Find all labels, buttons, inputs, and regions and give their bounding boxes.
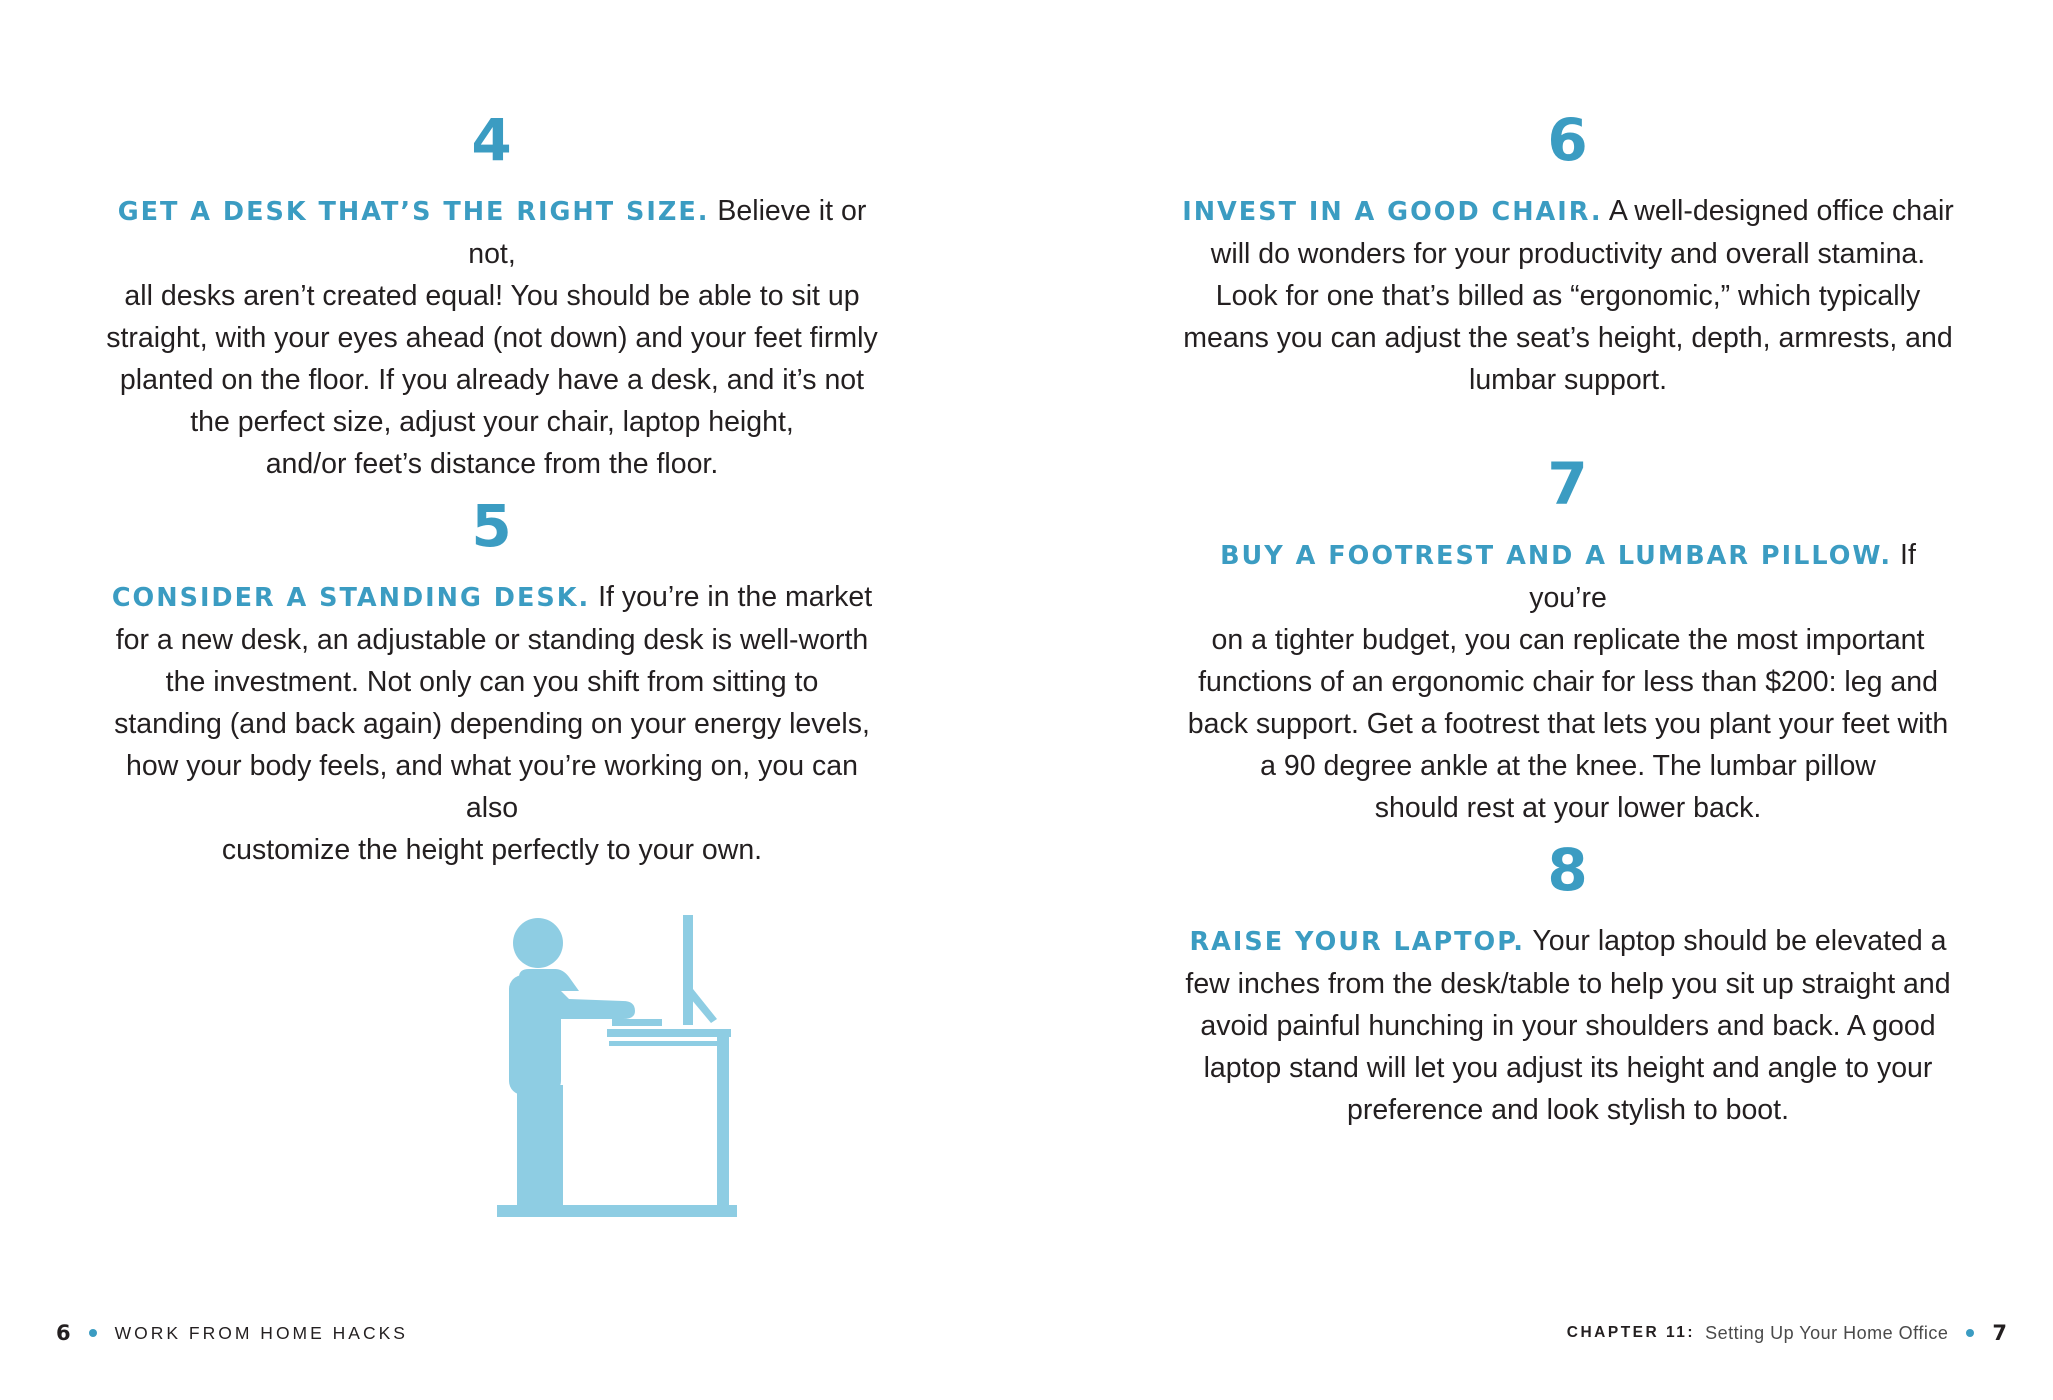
chapter-label: CHAPTER 11:	[1566, 1324, 1696, 1341]
tip-heading: GET A DESK THAT’S THE RIGHT SIZE.	[117, 197, 710, 227]
tip-8	[1178, 838, 1958, 1131]
standing-desk-person-icon	[497, 915, 747, 1225]
tip-text-line: will do wonders for your productivity and overall stamina.	[1210, 238, 1926, 270]
tip-text-line: on a tighter budget, you can replicate the most important	[1211, 624, 1925, 656]
tip-text-line: the investment. Not only can you shift from sitting to	[165, 666, 819, 698]
tip-text-line: lumbar support.	[1468, 364, 1667, 396]
tip-5	[102, 494, 882, 871]
tip-text-line: straight, with your eyes ahead (not down) and your feet firmly	[106, 322, 878, 354]
keyboard	[612, 1019, 662, 1026]
tip-body	[102, 190, 882, 485]
bullet-dot	[89, 1329, 97, 1337]
tip-body	[102, 576, 882, 871]
floor	[497, 1205, 737, 1217]
desk-shelf	[609, 1041, 729, 1046]
tip-text-line: A well-designed office chair	[1602, 195, 1954, 227]
tip-text-line: a 90 degree ankle at the knee. The lumbar pillow	[1260, 750, 1876, 782]
footer-right	[1567, 1318, 2007, 1348]
page-number: 6	[56, 1321, 71, 1345]
desk-top	[607, 1029, 731, 1037]
tip-text-line: how your body feels, and what you’re working on, you can also	[126, 750, 858, 824]
tip-text-line: few inches from the desk/table to help you sit up straight and	[1185, 968, 1951, 1000]
tip-heading: RAISE YOUR LAPTOP.	[1189, 927, 1525, 957]
book-title: WORK FROM HOME HACKS	[114, 1322, 408, 1343]
tip-number: 8	[1547, 836, 1589, 904]
monitor-arm	[691, 989, 717, 1023]
tip-text-line: functions of an ergonomic chair for less than $200: leg and	[1198, 666, 1938, 698]
tip-text-line: Your laptop should be elevated a	[1524, 925, 1947, 957]
tip-text-line: the perfect size, adjust your chair, laptop height,	[190, 406, 794, 438]
tip-7	[1178, 452, 1958, 829]
tip-number: 7	[1547, 450, 1589, 518]
tip-number: 4	[471, 106, 513, 174]
person-head	[513, 918, 563, 968]
chapter-title: Setting Up Your Home Office	[1705, 1322, 1949, 1343]
tip-text-line: means you can adjust the seat’s height, depth, armrests, and	[1183, 322, 1953, 354]
tip-text-line: Look for one that’s billed as “ergonomic,” which typically	[1215, 280, 1921, 312]
tip-body	[1178, 534, 1958, 829]
tip-text-line: planted on the floor. If you already have a desk, and it’s not	[119, 364, 865, 396]
tip-heading: CONSIDER A STANDING DESK.	[111, 583, 591, 613]
tip-body	[1178, 190, 1958, 401]
tip-text-line: should rest at your lower back.	[1374, 792, 1762, 824]
tip-text-line: If you’re in the market	[590, 581, 873, 613]
tip-number: 5	[471, 492, 513, 560]
tip-text-line: If you’re	[1529, 539, 1916, 614]
tip-heading: BUY A FOOTREST AND A LUMBAR PILLOW.	[1220, 541, 1893, 571]
tip-heading: INVEST IN A GOOD CHAIR.	[1182, 197, 1603, 227]
tip-text-line: standing (and back again) depending on your energy levels,	[114, 708, 870, 740]
tip-body	[1178, 920, 1958, 1131]
person-legs	[517, 1085, 563, 1205]
page-number: 7	[1992, 1321, 2007, 1345]
tip-6	[1178, 108, 1958, 401]
bullet-dot	[1966, 1329, 1974, 1337]
tip-text-line: avoid painful hunching in your shoulders and back. A good	[1200, 1010, 1936, 1042]
tip-text-line: customize the height perfectly to your own.	[221, 834, 763, 866]
tip-4	[102, 108, 882, 485]
tip-text-line: all desks aren’t created equal! You should be able to sit up	[124, 280, 860, 312]
tip-text-line: back support. Get a footrest that lets you plant your feet with	[1187, 708, 1949, 740]
tip-text-line: laptop stand will let you adjust its height and angle to your	[1203, 1052, 1933, 1084]
tip-number: 6	[1547, 106, 1589, 174]
tip-text-line: preference and look stylish to boot.	[1346, 1094, 1789, 1126]
monitor-screen	[683, 915, 693, 1025]
tip-text-line: for a new desk, an adjustable or standing desk is well-worth	[115, 624, 869, 656]
tip-text-line: Believe it or not,	[468, 195, 867, 270]
desk-leg	[717, 1029, 729, 1211]
footer-left	[56, 1318, 408, 1348]
tip-text-line: and/or feet’s distance from the floor.	[265, 448, 719, 480]
